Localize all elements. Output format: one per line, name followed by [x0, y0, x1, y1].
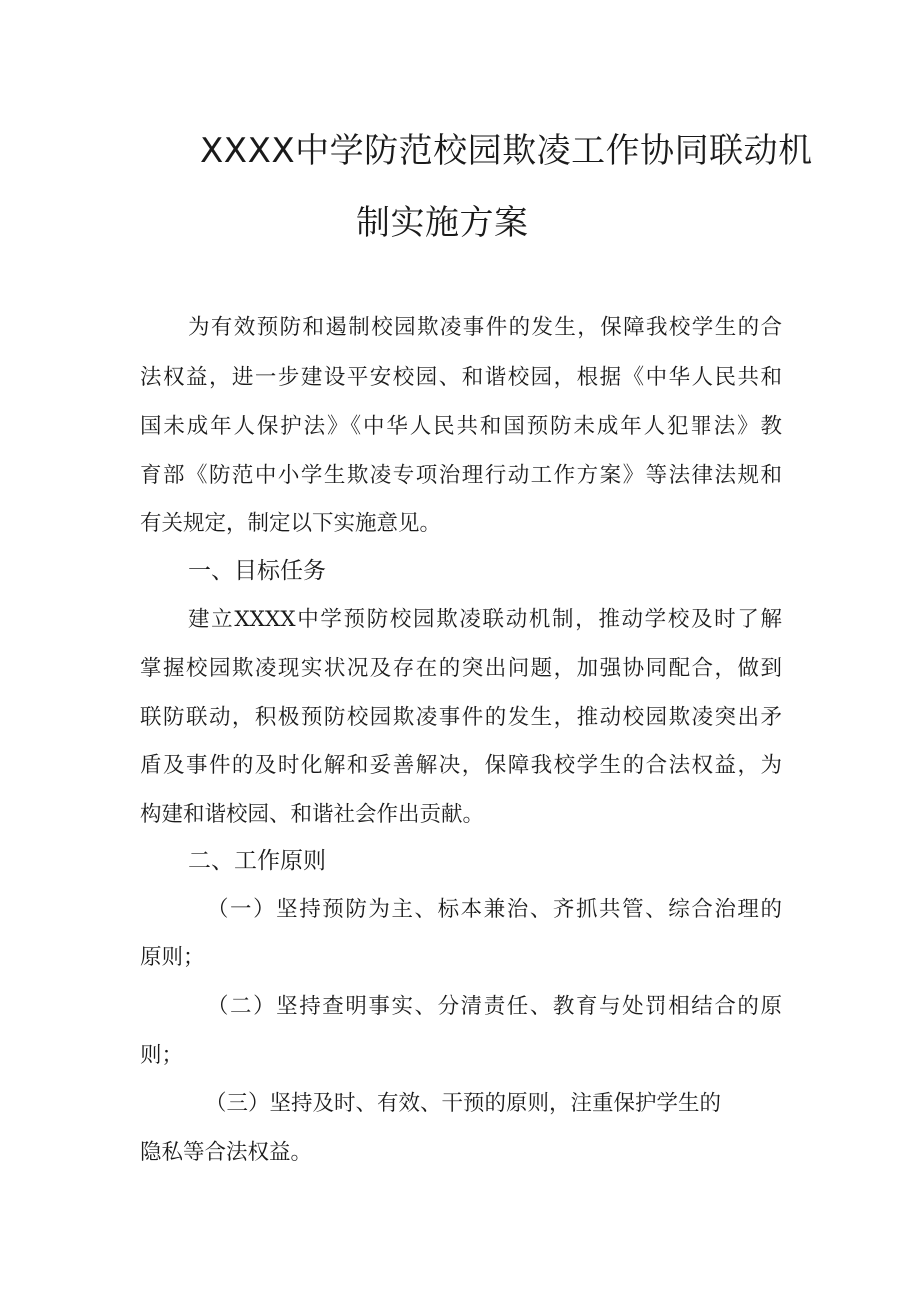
section1-line-4: 盾及事件的及时化解和妥善解决，保障我校学生的合法权益，为 — [140, 753, 782, 778]
intro-line-5: 有关规定，制定以下实施意见。 — [140, 511, 442, 536]
section-heading-goals: 一、目标任务 — [188, 558, 326, 584]
principle-1-line-2: 原则； — [140, 945, 205, 970]
intro-line-3: 国未成年人保护法》《中华人民共和国预防未成年人犯罪法》教 — [140, 414, 782, 439]
intro-line-2: 法权益，进一步建设平安校园、和谐校园，根据《中华人民共和 — [140, 365, 782, 390]
document-title-line-1: XXXX中学防范校园欺凌工作协同联动机 — [200, 131, 813, 171]
intro-line-1: 为有效预防和遏制校园欺凌事件的发生，保障我校学生的合 — [188, 315, 782, 340]
intro-line-4: 育部《防范中小学生欺凌专项治理行动工作方案》等法律法规和 — [140, 463, 782, 488]
section1-line-1: 建立XXXX中学预防校园欺凌联动机制，推动学校及时了解 — [188, 607, 782, 632]
principle-3-line-2: 隐私等合法权益。 — [140, 1140, 313, 1165]
principle-1-line-1: （一）坚持预防为主、标本兼治、齐抓共管、综合治理的 — [207, 897, 782, 922]
principle-3-line-1: （三）坚持及时、有效、干预的原则，注重保护学生的 — [205, 1091, 722, 1116]
section1-line-5: 构建和谐校园、和谐社会作出贡献。 — [140, 802, 485, 827]
principle-2-line-2: 则； — [140, 1043, 184, 1068]
section-heading-principles: 二、工作原则 — [188, 848, 326, 874]
section1-line-3: 联防联动，积极预防校园欺凌事件的发生，推动校园欺凌突出矛 — [140, 705, 782, 730]
document-title-line-2: 制实施方案 — [356, 203, 529, 243]
section1-line-2: 掌握校园欺凌现实状况及存在的突出问题，加强协同配合，做到 — [140, 656, 782, 681]
principle-2-line-1: （二）坚持查明事实、分清责任、教育与处罚相结合的原 — [207, 994, 782, 1019]
